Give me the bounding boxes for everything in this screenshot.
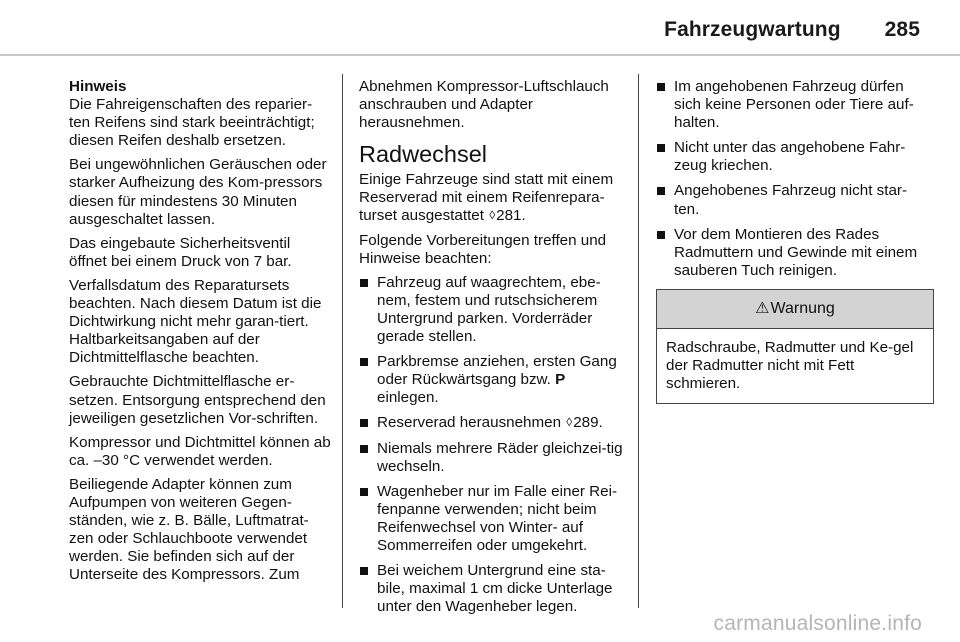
safety-list (656, 78, 922, 280)
page-number: 285 (884, 18, 920, 41)
note-heading: Hinweis (69, 78, 127, 95)
column-3 (656, 78, 922, 404)
bullet-icon (657, 187, 665, 195)
list-item: Parkbremse anziehen, ersten Gang oder Rückwärtsgang bzw. P einlegen. (359, 353, 625, 407)
bullet-icon (360, 419, 368, 427)
paragraph-noise: Bei ungewöhnlichen Geräuschen oder starker Aufheizung des Kom-pressors diesen für mindestens 30 Minuten ausgeschaltet lassen. (69, 156, 327, 228)
column-divider-2 (638, 74, 639, 608)
warning-box (656, 289, 934, 404)
list-item: Reserverad herausnehmen ◊289. (359, 414, 625, 432)
gear-symbol: P (555, 371, 566, 389)
list-item: Fahrzeug auf waagrechtem, ebe-nem, festem und rutschsicherem Untergrund parken. Vorderräder gerade stellen. (359, 274, 625, 346)
bullet-icon (360, 445, 368, 453)
warning-title: Warnung (770, 299, 835, 317)
paragraph-disposal: Gebrauchte Dichtmittelflasche er-setzen. Entsorgung entsprechend den jeweiligen gesetzlichen Vor-schriften. (69, 373, 326, 427)
page-reference[interactable]: 281. (496, 207, 526, 225)
reference-arrow-icon: ◊ (489, 208, 496, 223)
reference-arrow-icon: ◊ (566, 415, 573, 430)
bullet-icon (657, 83, 665, 91)
intro-text: Einige Fahrzeuge sind statt mit einem Reserverad mit einem Reifenrepara-turset ausgestattet (359, 171, 614, 225)
paragraph-preparations: Folgende Vorbereitungen treffen und Hinweise beachten: (359, 231, 607, 267)
column-1 (69, 78, 331, 590)
bullet-icon (360, 279, 368, 287)
note-text: Die Fahreigenschaften des reparier-ten Reifens sind stark beeinträchtigt; diesen Reifen deshalb ersetzen. (69, 96, 315, 150)
column-divider-1 (342, 74, 343, 608)
list-item: Nicht unter das angehobene Fahr-zeug kriechen. (656, 139, 922, 175)
note-paragraph (69, 78, 331, 150)
bullet-icon (360, 567, 368, 575)
list-item: Bei weichem Untergrund eine sta-bile, maximal 1 cm dicke Unterlage unter den Wagenheber legen. (359, 562, 625, 616)
page-header (664, 18, 920, 42)
warning-triangle-icon: ⚠ (755, 299, 770, 317)
bullet-icon (360, 358, 368, 366)
paragraph-intro (359, 171, 625, 225)
list-item: Im angehobenen Fahrzeug dürfen sich keine Personen oder Tiere auf-halten. (656, 78, 922, 132)
bullet-icon (657, 231, 665, 239)
list-item: Vor dem Montieren des Rades Radmuttern und Gewinde mit einem sauberen Tuch reinigen. (656, 226, 922, 280)
warning-header (657, 290, 933, 329)
bullet-icon (657, 144, 665, 152)
paragraph-adapter: Beiliegende Adapter können zum Aufpumpen von weiteren Gegen-ständen, wie z. B. Bälle, Luftmatrat-zen oder Schlauchboote verwendet werden. Sie befinden sich auf der Unterseite des Kompressors. Zum (69, 475, 309, 584)
paragraph-continued: Abnehmen Kompressor-Luftschlauch anschrauben und Adapter herausnehmen. (359, 78, 609, 132)
column-2 (359, 78, 625, 623)
section-title: Fahrzeugwartung (664, 18, 841, 41)
preparation-list (359, 274, 625, 617)
section-heading-radwechsel: Radwechsel (359, 141, 488, 168)
page-reference[interactable]: 289. (573, 414, 603, 432)
bullet-icon (360, 488, 368, 496)
list-item: Wagenheber nur im Falle einer Rei-fenpanne verwenden; nicht beim Reifenwechsel von Winter- auf Sommerreifen oder umgekehrt. (359, 483, 625, 555)
warning-text: Radschraube, Radmutter und Ke-gel der Radmutter nicht mit Fett schmieren. (666, 338, 914, 393)
list-item: Niemals mehrere Räder gleichzei-tig wechseln. (359, 440, 625, 476)
paragraph-temperature: Kompressor und Dichtmittel können ab ca. –30 °C verwendet werden. (69, 433, 331, 469)
list-item: Angehobenes Fahrzeug nicht star-ten. (656, 182, 922, 218)
header-rule (0, 54, 960, 56)
paragraph-valve: Das eingebaute Sicherheitsventil öffnet bei einem Druck von 7 bar. (69, 234, 292, 270)
paragraph-expiry: Verfallsdatum des Reparatursets beachten. Nach diesem Datum ist die Dichtwirkung nicht mehr garan-tiert. Haltbarkeitsangaben auf der Dichtmittelflasche beachten. (69, 276, 322, 367)
watermark: carmanualsonline.info (713, 612, 922, 635)
